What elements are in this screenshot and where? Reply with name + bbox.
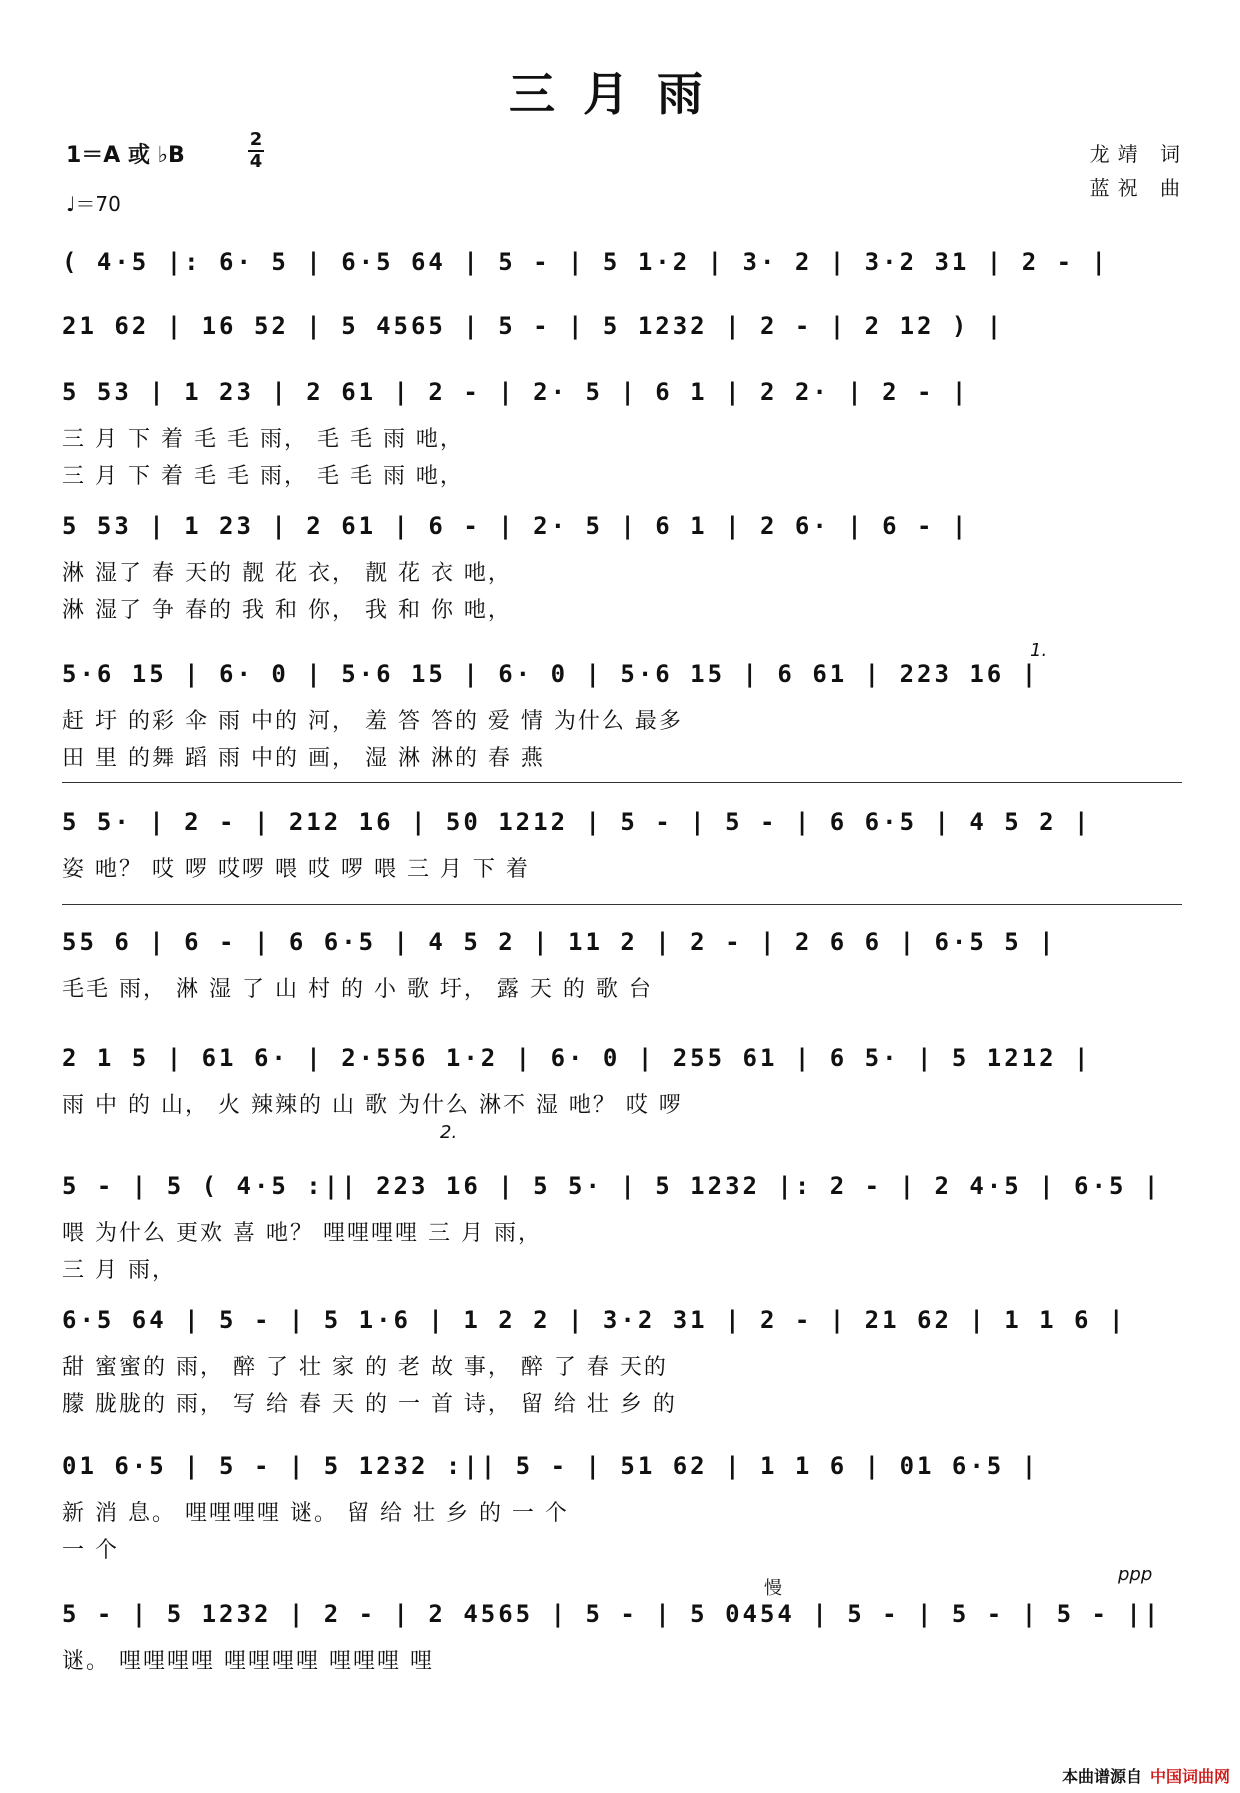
notation-line: 21 62 | 16 52 | 5 4565 | 5 - | 5 1232 | 2 - | 2 12 ) | bbox=[62, 312, 1005, 340]
lyric-line: 雨 中 的 山， 火 辣辣的 山 歌 为什么 淋不 湿 吔？ 哎 啰 bbox=[62, 1093, 683, 1118]
lyric-line: 田 里 的舞 蹈 雨 中的 画， 湿 淋 淋的 春 燕 bbox=[62, 746, 545, 771]
lyric-line: 淋 湿了 春 天的 靓 花 衣， 靓 花 衣 吔， bbox=[62, 561, 512, 586]
score-row bbox=[62, 512, 1184, 624]
lyric-line: 淋 湿了 争 春的 我 和 你， 我 和 你 吔， bbox=[62, 598, 512, 623]
system-divider bbox=[62, 782, 1182, 783]
lyric-line: 谜。 哩哩哩哩 哩哩哩哩 哩哩哩 哩 bbox=[62, 1649, 434, 1674]
lyric-line: 三 月 下 着 毛 毛 雨， 毛 毛 雨 吔， bbox=[62, 464, 464, 489]
score-row bbox=[62, 248, 1184, 288]
song-title: 三月雨 bbox=[509, 67, 731, 121]
score-row bbox=[62, 1044, 1184, 1119]
notation-line: 5 53 | 1 23 | 2 61 | 6 - | 2· 5 | 6 1 | 2 6· | 6 - | bbox=[62, 512, 970, 540]
source-footer bbox=[1062, 1764, 1230, 1787]
notation-line: 01 6·5 | 5 - | 5 1232 :|| 5 - | 51 62 | 1 1 6 | 01 6·5 | bbox=[62, 1452, 1040, 1480]
footer-site: 中国词曲网 bbox=[1149, 1767, 1230, 1786]
lyric-line: 三 月 雨， bbox=[62, 1258, 176, 1283]
time-signature-top: 2 bbox=[249, 129, 263, 150]
score-row bbox=[62, 1172, 1184, 1284]
volta-1-mark: 1. bbox=[1030, 640, 1048, 661]
time-signature bbox=[248, 130, 264, 172]
lyric-line: 赶 圩 的彩 伞 雨 中的 河， 羞 答 答的 爱 情 为什么 最多 bbox=[62, 709, 683, 734]
lyric-line: 姿 吔？ 哎 啰 哎啰 喂 哎 啰 喂 三 月 下 着 bbox=[62, 857, 530, 882]
slow-marking: 慢 bbox=[764, 1578, 782, 1599]
notation-line: 55 6 | 6 - | 6 6·5 | 4 5 2 | 11 2 | 2 - | 2 6 6 | 6·5 5 | bbox=[62, 928, 1057, 956]
lyric-line: 朦 胧胧的 雨， 写 给 春 天 的 一 首 诗， 留 给 壮 乡 的 bbox=[62, 1392, 677, 1417]
tempo-marking: ♩＝70 bbox=[66, 192, 121, 216]
score-row bbox=[62, 1306, 1184, 1418]
notation-line: 5 53 | 1 23 | 2 61 | 2 - | 2· 5 | 6 1 | 2 2· | 2 - | bbox=[62, 378, 970, 406]
volta-2-mark: 2. bbox=[440, 1122, 458, 1143]
score-row bbox=[62, 928, 1184, 1003]
notation-line: ( 4·5 |: 6· 5 | 6·5 64 | 5 - | 5 1·2 | 3· 2 | 3·2 31 | 2 - | bbox=[62, 248, 1109, 276]
dynamic-marking: ppp bbox=[1118, 1564, 1153, 1585]
notation-line: 5 - | 5 1232 | 2 - | 2 4565 | 5 - | 5 0454 | 5 - | 5 - | 5 - || bbox=[62, 1600, 1162, 1628]
time-signature-bottom: 4 bbox=[249, 151, 263, 172]
notation-line: 5 - | 5 ( 4·5 :|| 223 16 | 5 5· | 5 1232 |: 2 - | 2 4·5 | 6·5 | bbox=[62, 1172, 1162, 1200]
notation-line: 5 5· | 2 - | 212 16 | 50 1212 | 5 - | 5 - | 6 6·5 | 4 5 2 | bbox=[62, 808, 1092, 836]
footer-source: 本曲谱源自 bbox=[1061, 1767, 1142, 1786]
notation-line: 5·6 15 | 6· 0 | 5·6 15 | 6· 0 | 5·6 15 | 6 61 | 223 16 | bbox=[62, 660, 1040, 688]
system-divider bbox=[62, 904, 1182, 905]
score-row bbox=[62, 808, 1184, 883]
lyricist-credit: 龙靖 词 bbox=[1089, 142, 1188, 166]
score-row bbox=[62, 1452, 1184, 1564]
lyric-line: 三 月 下 着 毛 毛 雨， 毛 毛 雨 吔， bbox=[62, 427, 464, 452]
lyric-line: 甜 蜜蜜的 雨， 醉 了 壮 家 的 老 故 事， 醉 了 春 天的 bbox=[62, 1355, 668, 1380]
score-row bbox=[62, 378, 1184, 490]
notation-line: 6·5 64 | 5 - | 5 1·6 | 1 2 2 | 3·2 31 | 2 - | 21 62 | 1 1 6 | bbox=[62, 1306, 1127, 1334]
lyric-line: 毛毛 雨， 淋 湿 了 山 村 的 小 歌 圩， 露 天 的 歌 台 bbox=[62, 977, 653, 1002]
notation-line: 2 1 5 | 61 6· | 2·556 1·2 | 6· 0 | 255 61 | 6 5· | 5 1212 | bbox=[62, 1044, 1092, 1072]
lyric-line: 新 消 息。 哩哩哩哩 谜。 留 给 壮 乡 的 一 个 bbox=[62, 1501, 569, 1526]
score-row bbox=[62, 1600, 1184, 1675]
score-row bbox=[62, 312, 1184, 352]
composer-credit: 蓝祝 曲 bbox=[1089, 176, 1188, 200]
key-signature: 1＝A 或 ♭B bbox=[66, 143, 185, 168]
score-row bbox=[62, 660, 1184, 772]
lyric-line: 喂 为什么 更欢 喜 吔？ 哩哩哩哩 三 月 雨， bbox=[62, 1221, 542, 1246]
lyric-line: 一 个 bbox=[62, 1538, 119, 1563]
